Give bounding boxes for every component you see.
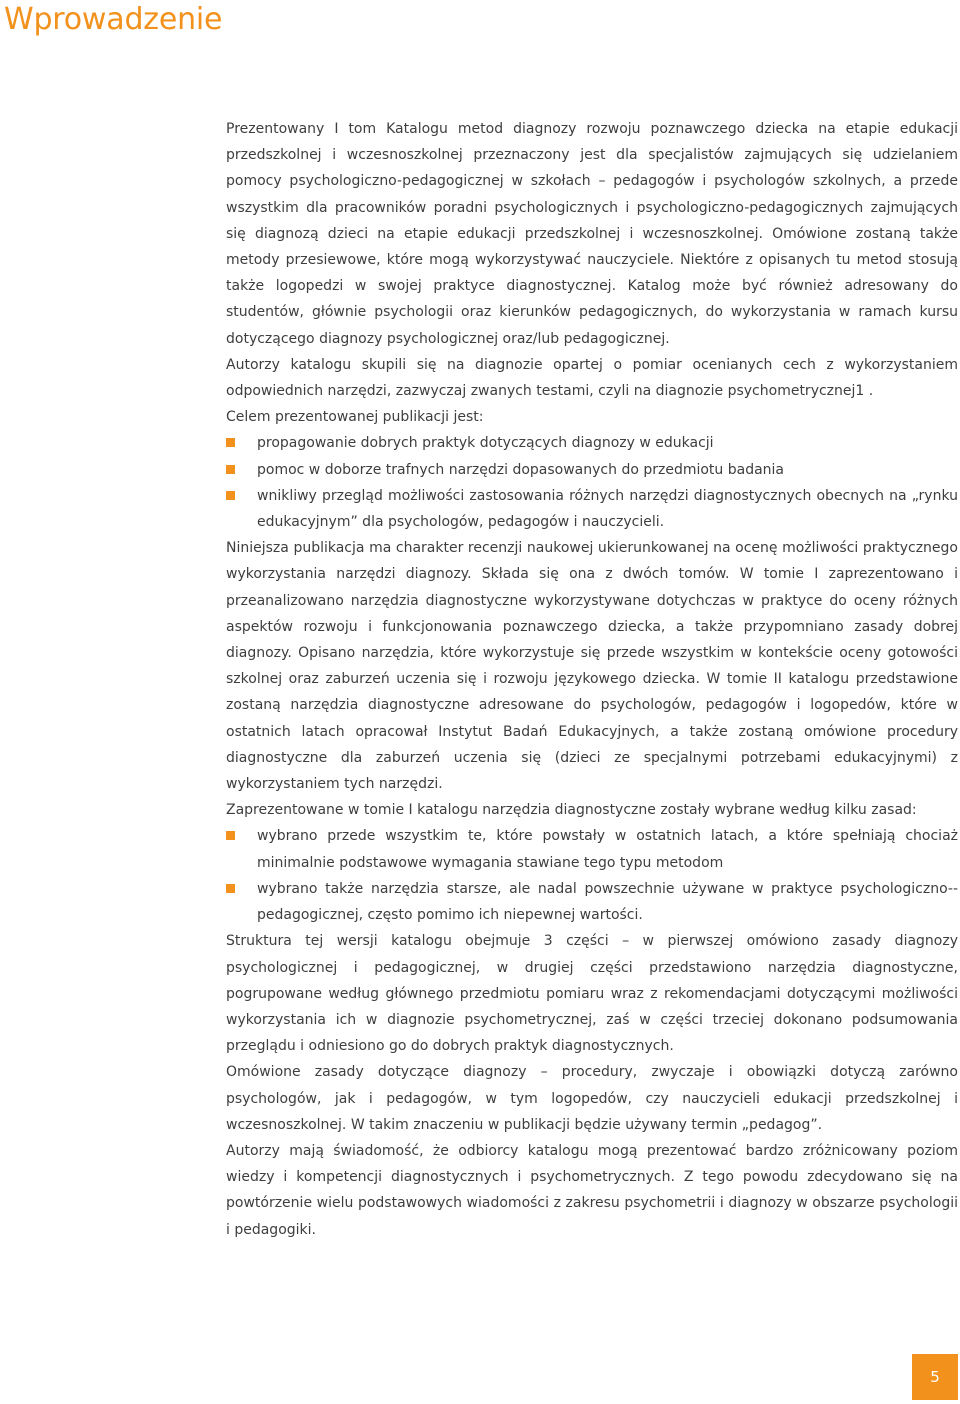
body-text (226, 116, 958, 1243)
square-bullet-icon (226, 438, 235, 447)
page-number-badge: 5 (912, 1354, 958, 1400)
paragraph: Autorzy mają świadomość, że odbiorcy katalogu mogą prezentować bardzo zróżnicowany poziom wiedzy i kompetencji diagnostycznych i psychometrycznych. Z tego powodu zdecydowano się na powtórzenie wielu podstawowych wiadomości z zakresu psychometrii i diagnozy w obszarze psychologii i pedagogiki. (226, 1142, 958, 1238)
paragraph: Autorzy katalogu skupili się na diagnozie opartej o pomiar ocenianych cech z wykorzystaniem odpowiednich narzędzi, zazwyczaj zwanych testami, czyli na diagnozie psychometrycznej1 . (226, 356, 958, 400)
paragraph: Zaprezentowane w tomie I katalogu narzędzia diagnostyczne zostały wybrane według kilku zasad: (226, 802, 917, 819)
paragraph: Struktura tej wersji katalogu obejmuje 3 części – w pierwszej omówiono zasady diagnozy psychologicznej i pedagogicznej, w drugiej części przedstawiono narzędzia diagnostyczne, pogrupowane według głównego przedmiotu pomiaru wraz z rekomendacjami dotyczącymi możliwości wykorzystania ich w diagnozie psychometrycznej, zaś w części trzeciej dokonano podsumowania przeglądu i odniesiono go do dobrych praktyk diagnostycznych. (226, 933, 958, 1055)
list-item-text: propagowanie dobrych praktyk dotyczących diagnozy w edukacji (257, 435, 714, 452)
rules-list (226, 823, 958, 928)
paragraph: Omówione zasady dotyczące diagnozy – procedury, zwyczaje i obowiązki dotyczą zarówno psychologów, jak i pedagogów, w tym logopedów, czy nauczycieli edukacji przedszkolnej i wczesnoszkolnej. W takim znaczeniu w publikacji będzie używany termin „pedagog”. (226, 1064, 958, 1133)
square-bullet-icon (226, 491, 235, 500)
list-item-text: wnikliwy przegląd możliwości zastosowania różnych narzędzi diagnostycznych obecnych na „rynku edukacyjnym” dla psychologów, pedagogów i nauczycieli. (257, 487, 958, 531)
square-bullet-icon (226, 465, 235, 474)
goals-list (226, 430, 958, 535)
list-item (226, 430, 958, 456)
list-item-text: wybrano także narzędzia starsze, ale nadal powszechnie używane w praktyce psychologiczno--pedagogicznej, często pomimo ich niepewnej wartości. (257, 880, 958, 924)
list-item-text: wybrano przede wszystkim te, które powstały w ostatnich latach, a które spełniają chociaż minimalnie podstawowe wymagania stawiane tego typu metodom (257, 828, 958, 871)
paragraph: Niniejsza publikacja ma charakter recenzji naukowej ukierunkowanej na ocenę możliwości praktycznego wykorzystania narzędzi diagnozy. Składa się ona z dwóch tomów. W tomie I zaprezentowano i przeanalizowano narzędzia diagnostyczne wykorzystywane dotychczas w praktyce do oceny różnych aspektów rozwoju i funkcjonowania poznawczego dziecka, a także przypomniano zasady dobrej diagnozy. Opisano narzędzia, które wykorzystuje się przede wszystkim w kontekście oceny gotowości szkolnej oraz zaburzeń uczenia się i rozwoju językowego dziecka. W tomie II katalogu przedstawione zostaną narzędzia diagnostyczne adresowane do psychologów, pedagogów i logopedów, które w ostatnich latach opracował Instytut Badań Edukacyjnych, a także zostaną omówione procedury diagnostyczne dla zaburzeń uczenia się (dzieci ze specjalnymi potrzebami edukacyjnymi) z wykorzystaniem tych narzędzi. (226, 540, 958, 793)
paragraph: Celem prezentowanej publikacji jest: (226, 409, 484, 426)
list-item (226, 876, 958, 928)
square-bullet-icon (226, 831, 235, 840)
page-title: Wprowadzenie (4, 2, 223, 37)
paragraph: Prezentowany I tom Katalogu metod diagnozy rozwoju poznawczego dziecka na etapie edukacji przedszkolnej i wczesnoszkolnej przeznaczony jest dla specjalistów zajmujących się udzielaniem pomocy psychologiczno-pedagogicznej w szkołach – pedagogów i psychologów szkolnych, a przede wszystkim dla pracowników poradni psychologicznych i psychologiczno-pedagogicznych zajmujących się diagnozą dzieci na etapie edukacji przedszkolnej i wczesnoszkolnej. Omówione zostaną także metody przesiewowe, które mogą wykorzystywać nauczyciele. Niektóre z opisanych tu metod stosują także logopedzi w swojej praktyce diagnostycznej. Katalog może być również adresowany do studentów, głównie psychologii oraz kierunków pedagogicznych, do wykorzystania w ramach kursu dotyczącego diagnozy psychologicznej oraz/lub pedagogicznej. (226, 121, 958, 347)
list-item (226, 823, 958, 875)
list-item (226, 483, 958, 535)
square-bullet-icon (226, 884, 235, 893)
list-item-text: pomoc w doborze trafnych narzędzi dopasowanych do przedmiotu badania (257, 461, 785, 478)
list-item (226, 457, 958, 483)
